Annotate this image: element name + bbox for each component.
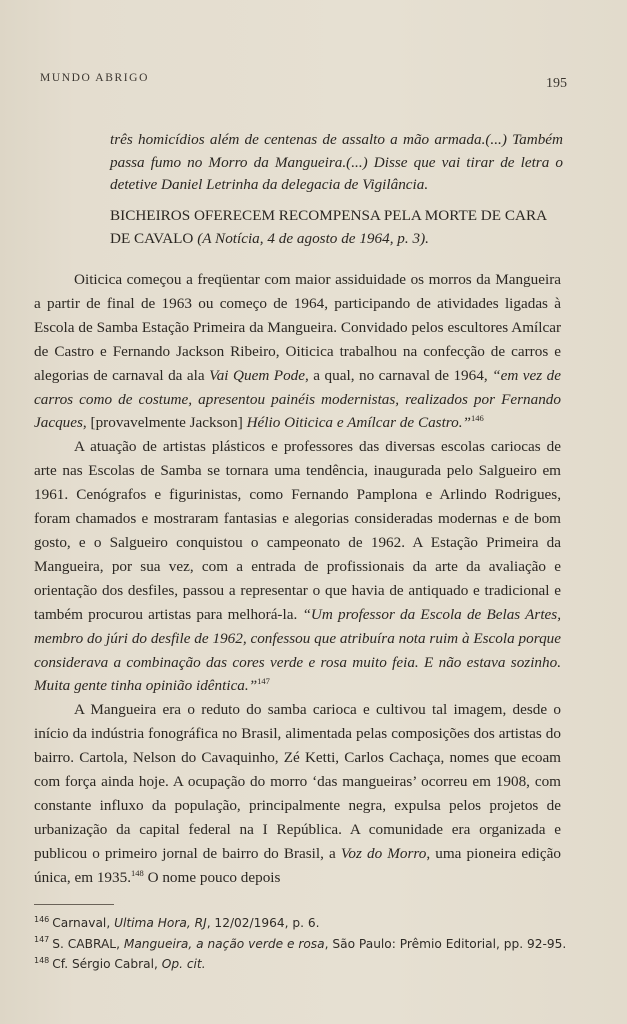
paragraph-3	[34, 698, 561, 889]
block-quote: três homicídios além de centenas de assalto a mão armada.(...) Também passa fumo no Morro da Mangueira.(...) Disse que vai tirar de letra o detetive Daniel Letrinha da delegacia de Vigilância.	[110, 131, 563, 193]
headline-source: (A Notícia, 4 de agosto de 1964, p. 3).	[197, 229, 429, 247]
headline-text: BICHEIROS OFERECEM RECOMPENSA PELA MORTE DE CARA DE CAVALO	[110, 207, 547, 247]
footnote-number: 147	[34, 935, 50, 945]
footnote-text: Carnaval,	[52, 916, 115, 930]
p1-italic-quote: “em vez de carros como de costume, apresentou painéis modernistas, realizados por Fernando Jacques	[34, 366, 562, 432]
footnote-divider	[34, 904, 114, 905]
p2-text-a: A atuação de artistas plásticos e professores das diversas escolas cariocas de arte nas Escolas de Samba se tornara uma tendência, inaugurada pelo Salgueiro em 1961. Cenógrafos e figurinistas, como Fernando Pamplona e Arlindo Rodrigues, foram chamados e mostraram fantasias e alegorias consideradas modernas e de bom gosto, e o Salgueiro conquistou o campeonato de 1962. A Estação Primeira da Mangueira, por sua vez, com a entrada de profissionais da arte da avaliação e orientação dos desfiles, passou a representar o que havia de antiquado e tradicional e também procurou artistas para melhorá-la.	[34, 438, 561, 623]
footnote-147	[34, 934, 574, 955]
p1-italic-names: Hélio Oiticica e Amílcar de Castro.”	[246, 414, 471, 432]
p3-italic-title: Voz do Morro	[340, 844, 427, 862]
footnote-italic: Ultima Hora, RJ	[114, 916, 207, 930]
footnote-italic: Mangueira, a nação verde e rosa	[123, 936, 325, 951]
body-text	[34, 268, 561, 890]
p1-text-a: Oiticica começou a freqüentar com maior assiduidade os morros da Mangueira a partir de final de 1963 ou começo de 1964, participando de atividades ligadas à Escola de Samba Estação Primeira da Mangueira. Convidado pelos escultores Amílcar de Castro e Fernando Jackson Ribeiro, Oiticica trabalhou na confecção de carros e alegorias de carnaval da ala	[34, 271, 561, 384]
footnote-number: 146	[34, 914, 50, 924]
footnote-ref-146[interactable]: 146	[470, 413, 484, 424]
footnote-ref-148[interactable]: 148	[131, 867, 144, 878]
footnote-number: 148	[34, 955, 50, 965]
p3-text-a: A Mangueira era o reduto do samba carioca e cultivou tal imagem, desde o início da indústria fonográfica no Brasil, alimentada pelas composições dos artistas do bairro. Cartola, Nelson do Cavaquinho, Zé Ketti, Carlos Cachaça, nomes que ecoam com força ainda hoje. A ocupação do morro ‘das mangueiras’ ocorreu em 1908, com constante influxo da população, principalmente negra, expulsa pelos projetos de urbanização da capital federal na I República. A comunidade era organizada e publicou o primeiro jornal de bairro do Brasil, a	[34, 701, 561, 862]
p3-text-d: O nome pouco depois	[143, 868, 281, 886]
footnotes	[34, 913, 574, 975]
newspaper-headline	[110, 205, 563, 250]
footnote-text: S. CABRAL,	[52, 936, 124, 951]
footnote-text: , São Paulo: Prêmio Editorial, pp. 92-95.	[324, 936, 567, 951]
p1-italic-ala: Vai Quem Pode	[209, 366, 306, 384]
footnote-146	[34, 913, 574, 934]
footnote-ref-147[interactable]: 147	[257, 676, 270, 687]
footnote-text: Cf. Sérgio Cabral,	[52, 957, 162, 971]
paragraph-2	[34, 435, 561, 698]
p2-italic-quote: “Um professor da Escola de Belas Artes, membro do júri do desfile de 1962, confessou que atribuíra nota ruim à Escola porque considerava a combinação das cores verde e rosa muito feia. E não estava sozinho. Muita gente tinha opinião idêntica.”	[34, 605, 561, 695]
footnote-italic: Op. cit.	[161, 957, 206, 971]
p1-text-e: , [provavelmente Jackson]	[82, 414, 247, 432]
paragraph-1	[34, 268, 561, 435]
footnote-148	[34, 954, 574, 975]
footnote-text: , 12/02/1964, p. 6.	[206, 916, 320, 930]
running-title: MUNDO ABRIGO	[40, 72, 149, 84]
page-number: 195	[546, 76, 567, 91]
p3-text-c: , uma pioneira edição única, em 1935.	[34, 844, 561, 886]
p1-text-c: , a qual, no carnaval de 1964,	[305, 366, 493, 384]
